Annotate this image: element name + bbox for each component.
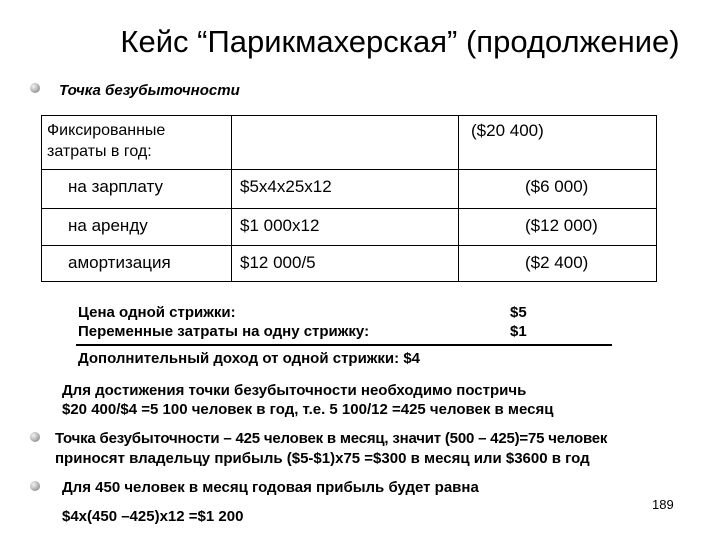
fixed-costs-total: ($20 400) (471, 121, 544, 140)
variable-cost-value: $1 (510, 323, 527, 340)
row-amount: ($2 400) (525, 253, 589, 272)
table-row (42, 246, 657, 282)
row-label: на аренду (68, 216, 148, 235)
breakeven-summary-line2: приносят владельцу прибыль ($5-$1)x75 =$300 в месяц или $3600 в год (55, 450, 590, 467)
price-value: $5 (510, 304, 527, 321)
row-amount: ($12 000) (525, 216, 598, 235)
bullet-icon (30, 432, 40, 442)
breakeven-text-line1: Для достижения точки безубыточности необходимо постричь (62, 382, 527, 399)
profit-formula: $4x(450 –425)x12 =$1 200 (62, 508, 244, 525)
row-label: амортизация (68, 253, 171, 272)
row-formula: $12 000/5 (240, 253, 316, 272)
breakeven-text-line2: $20 400/$4 =5 100 человек в год, т.е. 5 100/12 =425 человек в месяц (62, 401, 554, 418)
table-row (42, 116, 657, 170)
profit-450-text: Для 450 человек в месяц годовая прибыль будет равна (62, 479, 479, 496)
fixed-costs-table (41, 115, 657, 282)
row-label: на зарплату (68, 177, 163, 196)
extra-income: Дополнительный доход от одной стрижки: $4 (78, 350, 421, 367)
bullet-icon (30, 83, 40, 93)
variable-cost-label: Переменные затраты на одну стрижку: (78, 323, 370, 340)
bullet-icon (30, 481, 40, 491)
price-label: Цена одной стрижки: (78, 304, 236, 321)
row-amount: ($6 000) (525, 177, 589, 196)
divider-line (76, 344, 612, 346)
breakeven-summary-line1: Точка безубыточности – 425 человек в месяц, значит (500 – 425)=75 человек (55, 430, 608, 447)
page-number: 189 (652, 497, 674, 512)
table-row (42, 170, 657, 209)
section-heading: Точка безубыточности (59, 82, 240, 99)
row-formula: $1 000x12 (240, 216, 320, 235)
page-title: Кейс “Парикмахерская” (продолжение) (120, 24, 680, 59)
table-row (42, 209, 657, 246)
row-formula: $5x4x25x12 (240, 177, 332, 196)
fixed-costs-label: Фиксированные затраты в год: (47, 122, 166, 160)
